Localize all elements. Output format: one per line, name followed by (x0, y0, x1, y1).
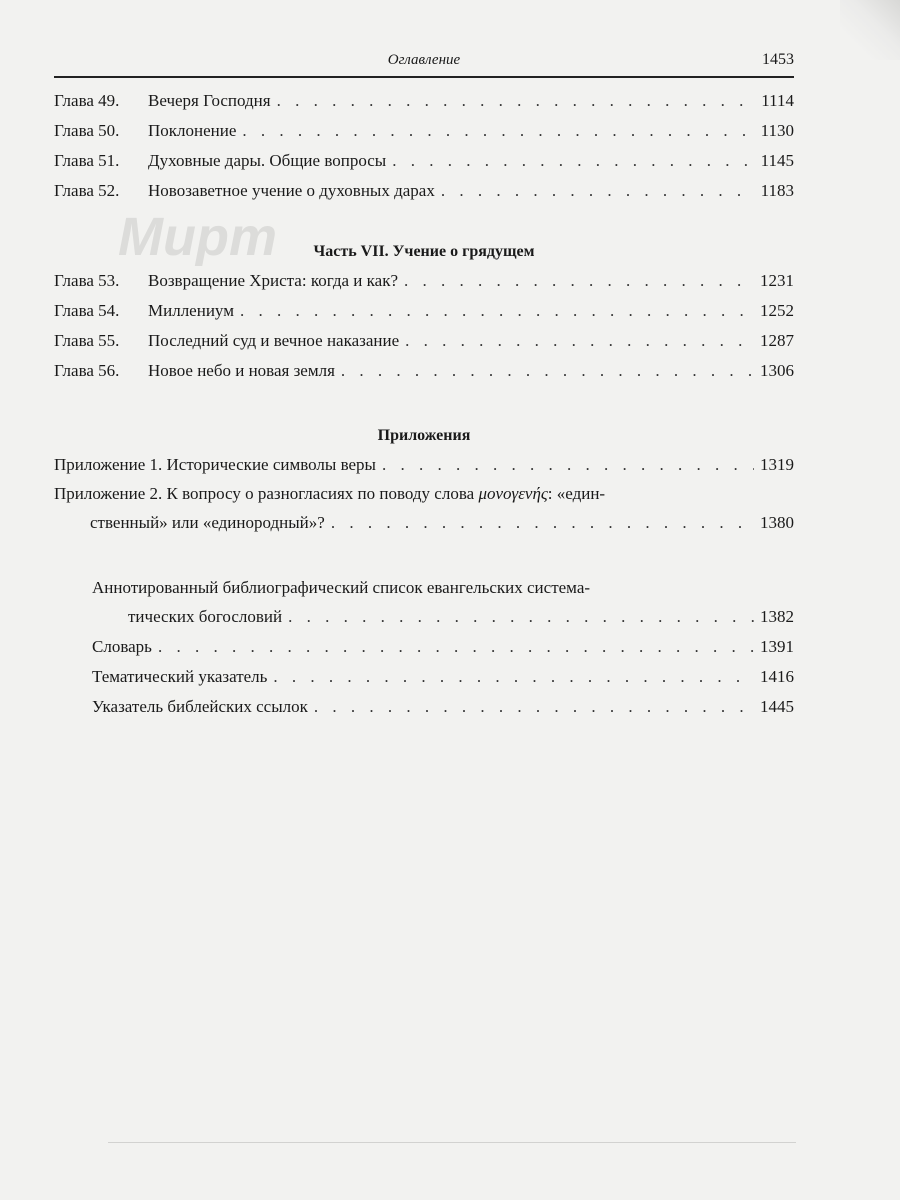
bibliography-line1: Аннотированный библиографический список евангельских система- (92, 578, 591, 597)
header-title: Оглавление (387, 52, 461, 68)
chapter-title: Поклонение (148, 121, 237, 140)
chapter-title: Вечеря Господня (148, 91, 271, 110)
leader-dots (341, 356, 754, 386)
chapter-title: Последний суд и вечное наказание (148, 331, 400, 350)
appendix-title: Приложение 1. Исторические символы веры (54, 455, 376, 474)
toc-entry (92, 662, 794, 692)
chapter-label: Глава 52. (54, 181, 120, 200)
toc-entry (54, 356, 794, 386)
chapter-page: 1252 (760, 301, 794, 320)
bibliography-line2: тических богословий (128, 607, 283, 626)
toc-entry (54, 296, 794, 326)
toc-entry (54, 176, 794, 206)
toc-entry (54, 266, 794, 296)
back-matter-title: Указатель библейских ссылок (92, 697, 308, 716)
chapter-label: Глава 56. (54, 361, 120, 380)
show-through-logo: Мирт (118, 207, 277, 267)
leader-dots (273, 662, 754, 692)
appendix-page: 1319 (760, 455, 794, 474)
part7-heading: Часть VII. Учение о грядущем (313, 243, 535, 260)
chapter-title: Новое небо и новая земля (148, 361, 335, 380)
leader-dots (277, 86, 756, 116)
appendix2-suffix: : «един- (547, 484, 606, 503)
leader-dots (242, 116, 754, 146)
leader-dots (314, 692, 754, 722)
page-corner-shadow (840, 0, 900, 60)
leader-dots (441, 176, 755, 206)
toc-entry (54, 326, 794, 356)
toc-page (54, 40, 794, 722)
chapter-title: Новозаветное учение о духовных дарах (148, 181, 435, 200)
leader-dots (382, 450, 754, 480)
show-through-rule (108, 1142, 796, 1143)
chapter-label: Глава 54. (54, 301, 120, 320)
toc-entry (54, 116, 794, 146)
header-page-number: 1453 (762, 51, 794, 68)
chapter-page: 1231 (760, 271, 794, 290)
leader-dots (288, 602, 754, 632)
chapter-label: Глава 55. (54, 331, 120, 350)
chapter-label: Глава 50. (54, 121, 120, 140)
greek-word: μονογενής (478, 484, 548, 503)
toc-entry (54, 450, 794, 480)
toc-entry (54, 508, 794, 538)
running-header (54, 40, 794, 78)
chapter-page: 1130 (760, 121, 794, 140)
toc-entry (92, 602, 794, 632)
toc-entry (92, 692, 794, 722)
leader-dots (158, 632, 754, 662)
chapter-page: 1287 (760, 331, 794, 350)
chapter-label: Глава 53. (54, 271, 120, 290)
chapter-title: Возвращение Христа: когда и как? (148, 271, 398, 290)
chapter-list-part6 (54, 86, 794, 206)
chapter-page: 1114 (761, 91, 794, 110)
appendix2-line1 (54, 480, 794, 508)
toc-entry (92, 632, 794, 662)
leader-dots (331, 508, 754, 538)
leader-dots (405, 326, 754, 356)
appendix-page: 1380 (760, 513, 794, 532)
leader-dots (392, 146, 754, 176)
appendices-heading: Приложения (377, 427, 471, 444)
back-matter-page: 1391 (760, 637, 794, 656)
chapter-title: Духовные дары. Общие вопросы (148, 151, 387, 170)
chapter-label: Глава 51. (54, 151, 120, 170)
toc-entry (54, 86, 794, 116)
chapter-label: Глава 49. (54, 91, 120, 110)
toc-entry (54, 146, 794, 176)
chapter-page: 1306 (760, 361, 794, 380)
back-matter (54, 574, 794, 722)
chapter-title: Миллениум (148, 301, 234, 320)
back-matter-page: 1445 (760, 697, 794, 716)
leader-dots (240, 296, 754, 326)
leader-dots (404, 266, 754, 296)
appendix2-line2: ственный» или «единородный»? (90, 513, 325, 532)
back-matter-title: Словарь (92, 637, 152, 656)
back-matter-title: Тематический указатель (92, 667, 268, 686)
chapter-page: 1145 (760, 151, 794, 170)
chapter-list-part7 (54, 266, 794, 386)
bibliography-page: 1382 (760, 607, 794, 626)
appendix2-prefix: Приложение 2. К вопросу о разногласиях по поводу слова (54, 484, 479, 503)
chapter-page: 1183 (760, 181, 794, 200)
appendix-list (54, 450, 794, 538)
back-matter-page: 1416 (760, 667, 794, 686)
